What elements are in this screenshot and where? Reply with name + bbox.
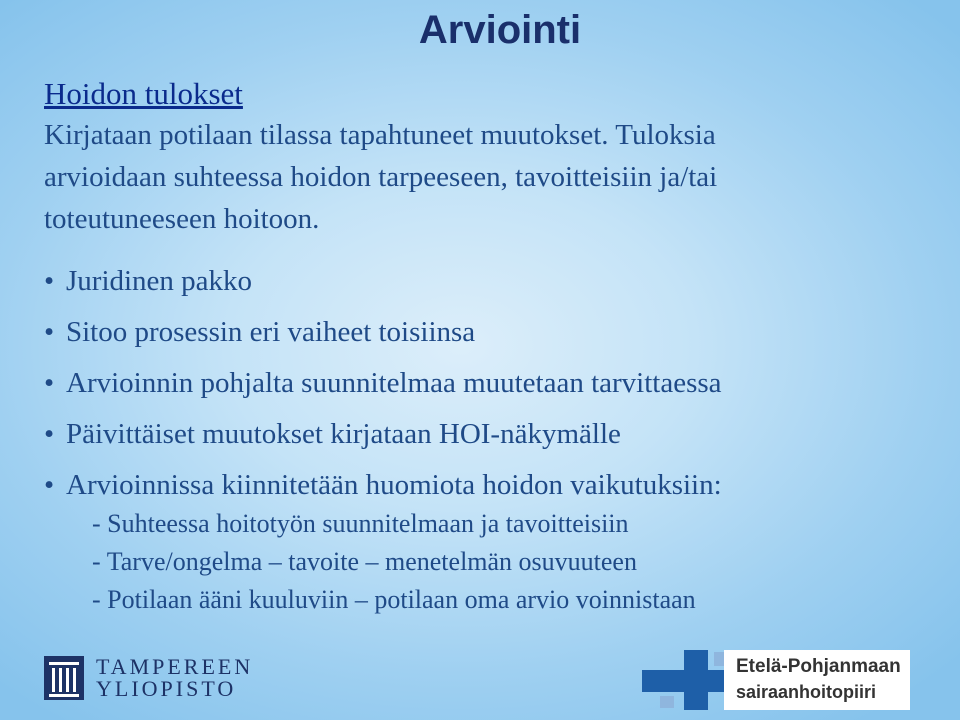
logo-left-line2: YLIOPISTO — [96, 676, 237, 701]
bullet-item: • Juridinen pakko — [44, 256, 924, 307]
bullet-list — [44, 256, 924, 511]
tampere-emblem-icon — [44, 656, 84, 700]
sub-item: - Tarve/ongelma – tavoite – menetelmän osuvuuteen — [92, 547, 637, 576]
intro-line: toteutuneeseen hoitoon. — [44, 203, 320, 235]
bullet-item: • Päivittäiset muutokset kirjataan HOI-näkymälle — [44, 409, 924, 460]
section-heading: Hoidon tulokset — [44, 76, 243, 111]
bullet-item: • Arvioinnissa kiinnitetään huomiota hoidon vaikutuksiin: — [44, 460, 924, 511]
slide-title: Arviointi — [418, 8, 582, 52]
sub-list — [44, 505, 924, 619]
intro-line: Kirjataan potilaan tilassa tapahtuneet muutokset. Tuloksia — [44, 119, 716, 151]
logo-left-line1: TAMPEREEN — [96, 654, 254, 679]
tampere-university-logo — [44, 656, 253, 700]
etela-pohjanmaa-logo — [640, 648, 910, 712]
bullet-item: • Sitoo prosessin eri vaiheet toisiinsa — [44, 307, 924, 358]
intro-paragraph — [44, 114, 924, 240]
bullet-item: • Arvioinnin pohjalta suunnitelmaa muutetaan tarvittaessa — [44, 358, 924, 409]
sub-item: - Suhteessa hoitotyön suunnitelmaan ja tavoitteisiin — [92, 509, 629, 538]
logo-right-line2: sairaanhoitopiiri — [736, 682, 877, 702]
sub-item: - Potilaan ääni kuuluviin – potilaan oma arvio voinnistaan — [92, 585, 696, 614]
logo-right-line1: Etelä-Pohjanmaan — [736, 656, 901, 677]
slide-content — [44, 74, 924, 619]
intro-line: arvioidaan suhteessa hoidon tarpeeseen, tavoitteisiin ja/tai — [44, 161, 718, 193]
